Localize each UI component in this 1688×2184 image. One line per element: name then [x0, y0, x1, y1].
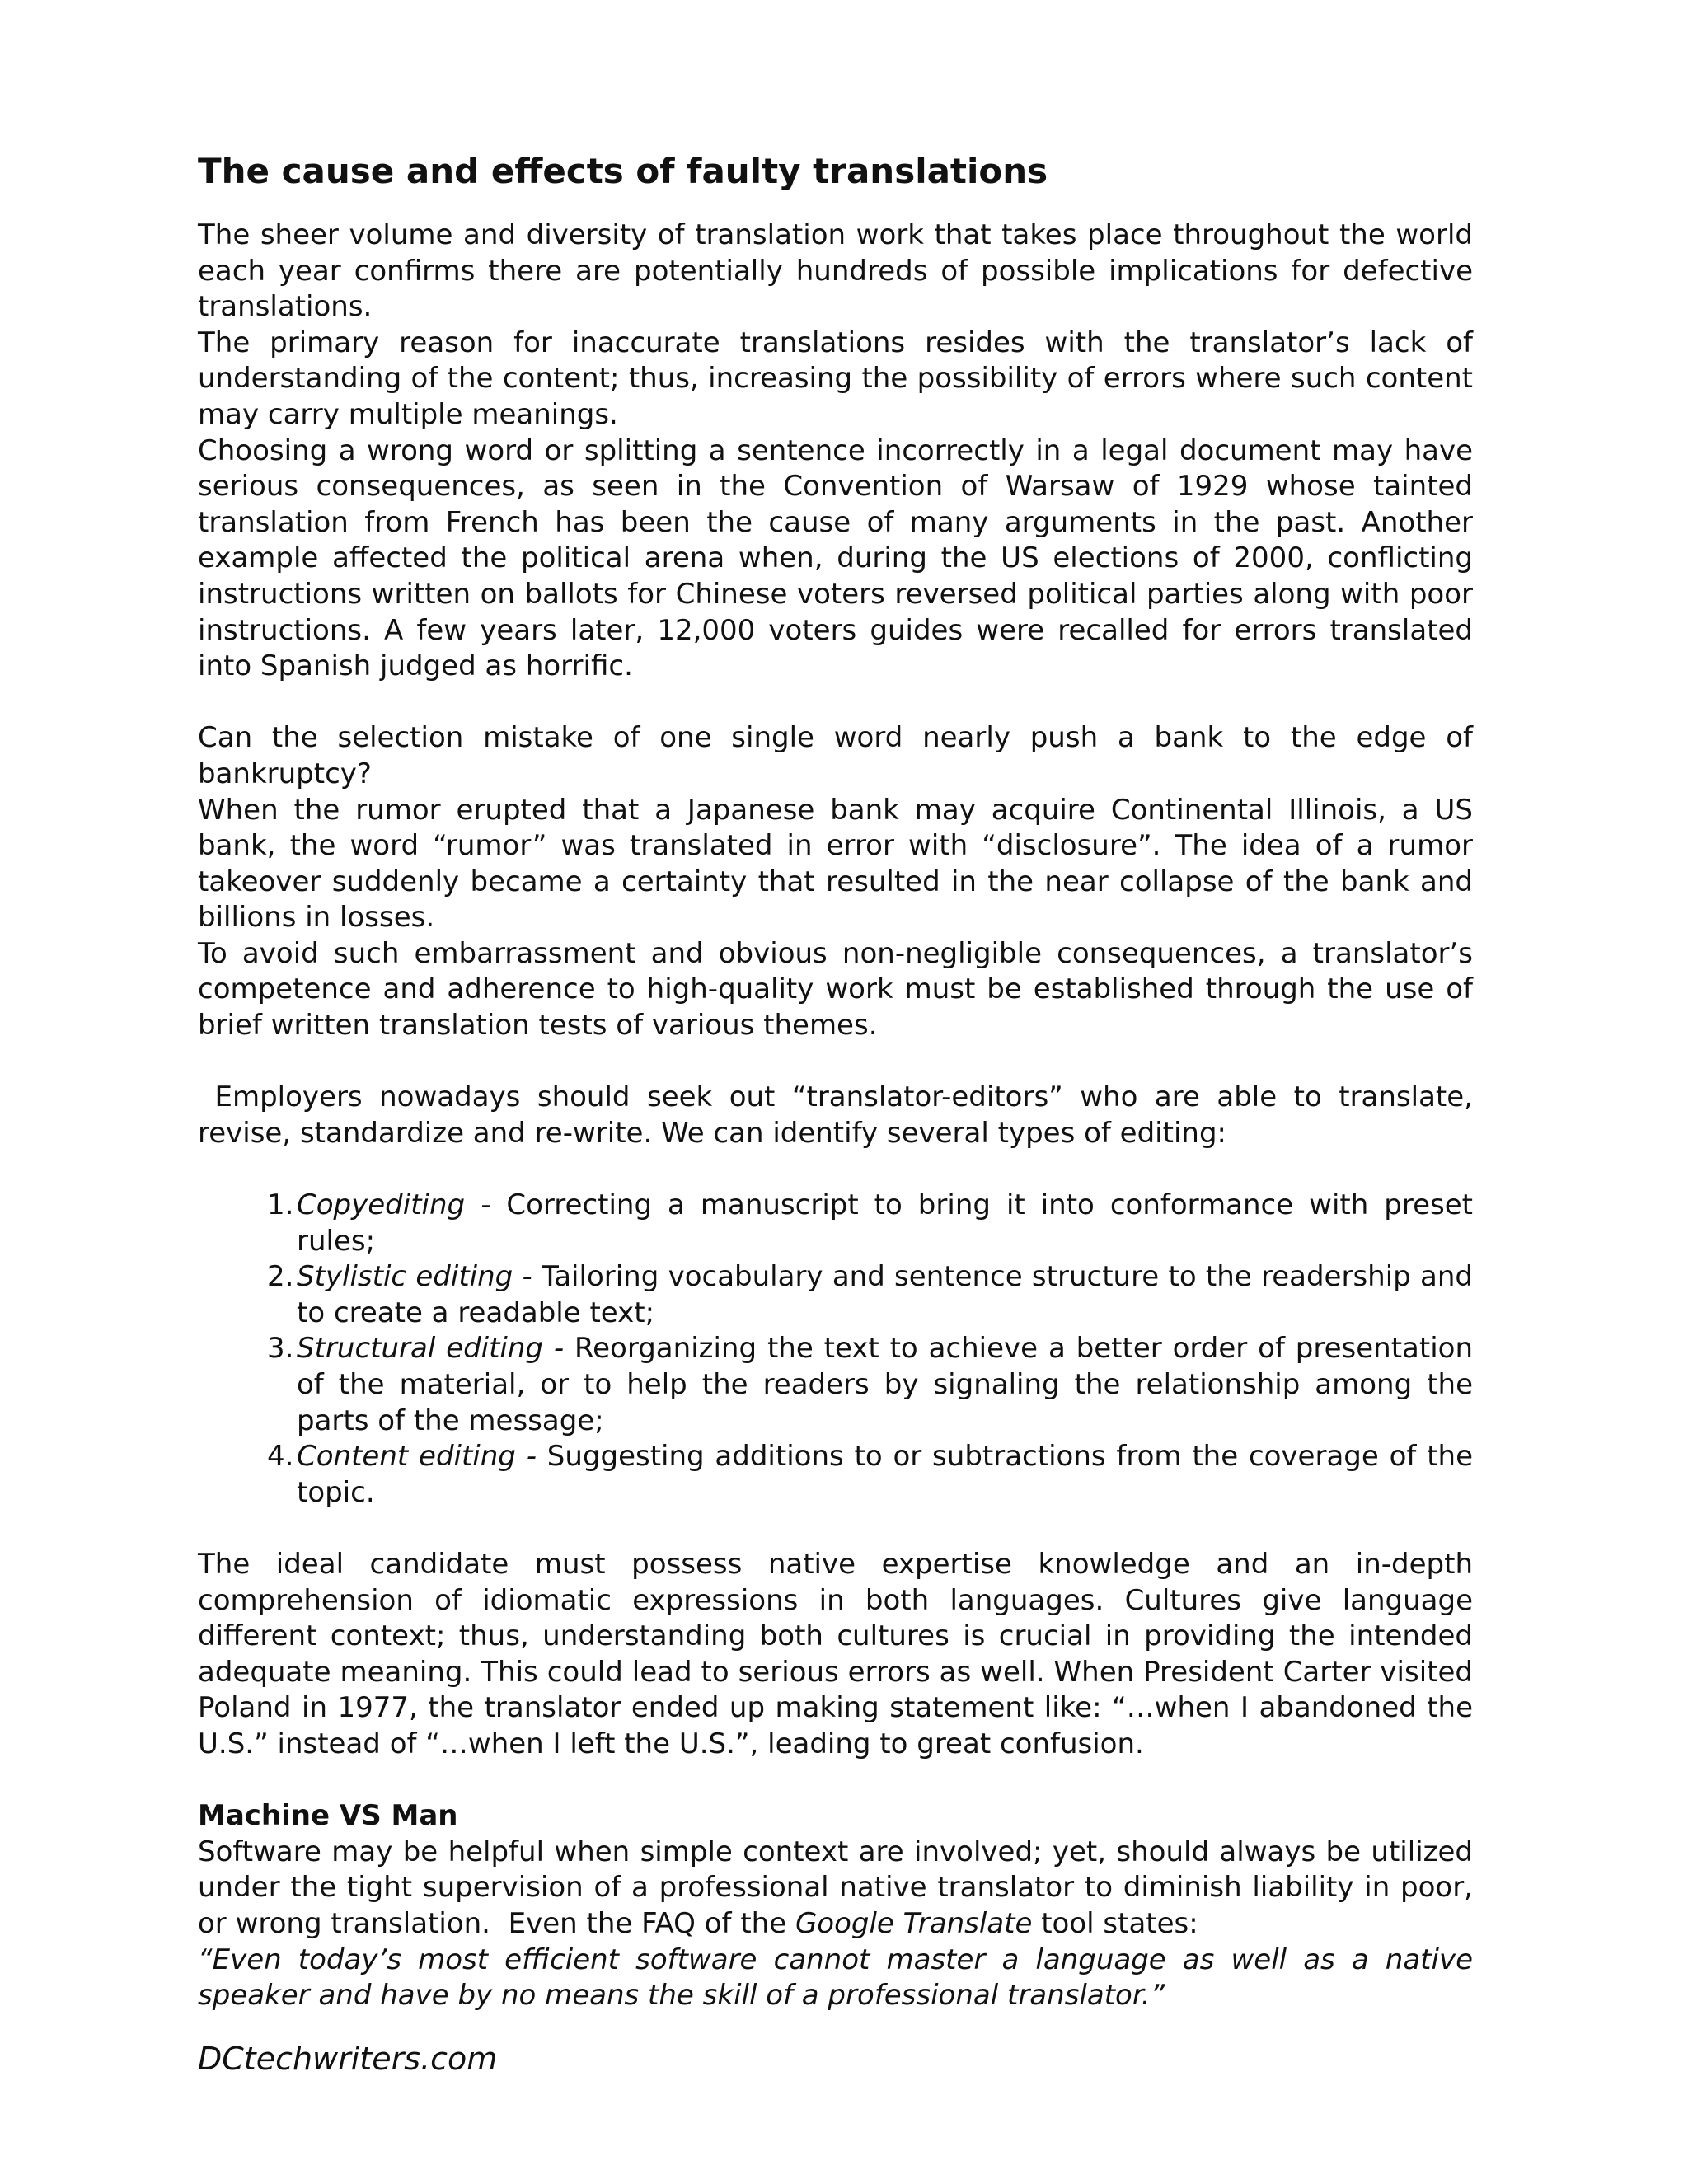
document-title: The cause and effects of faulty translations: [198, 151, 1048, 191]
list-item: [198, 1439, 1473, 1511]
spacer: [198, 1151, 1473, 1188]
signature-website: DCtechwriters.com: [198, 2040, 498, 2077]
document-page: [198, 148, 1482, 2080]
software-text-before: Software may be helpful when simple context are involved; yet, should always be utilized under the tight supervision of a professional native translator to diminish liability in poor, or wrong translation. Even the FAQ of the: [198, 1835, 1482, 1940]
paragraph-software: [198, 1835, 1482, 1943]
software-text-after: tool states:: [1032, 1906, 1198, 1940]
list-item-term: Content editing -: [297, 1440, 537, 1474]
list-item-description: Tailoring vocabulary and sentence structure to the readership and to create a readable text;: [297, 1260, 1473, 1329]
spacer: [198, 685, 1473, 721]
paragraph-legal-examples: Choosing a wrong word or splitting a sentence incorrectly in a legal document may have serious consequences, as seen in the Convention of Warsaw of 1929 whose tainted translation from French has been the cause of many arguments in the past. Another example affected the political arena when, during the US elections of 2000, conflicting instructions written on ballots for Chinese voters reversed political parties along with poor instructions. A few years later, 12,000 voters guides were recalled for errors translated into Spanish judged as horrific.: [198, 434, 1473, 683]
paragraph-avoid-embarrassment: To avoid such embarrassment and obvious non-negligible consequences, a translator’s competence and adherence to high-quality work must be established through the use of brief written translation tests of various themes.: [198, 936, 1473, 1043]
paragraph-primary-reason: The primary reason for inaccurate translations resides with the translator’s lack of understanding of the content; thus, increasing the possibility of errors where such content may carry multiple meanings.: [198, 326, 1473, 431]
list-item: [198, 1188, 1473, 1259]
list-item-term: Copyediting -: [297, 1188, 491, 1222]
paragraph-bank-question: Can the selection mistake of one single word nearly push a bank to the edge of bankruptcy?: [198, 721, 1473, 790]
spacer: [198, 1044, 1473, 1080]
list-item: [198, 1331, 1473, 1439]
spacer: [198, 1763, 1473, 1799]
list-item-description: Correcting a manuscript to bring it into conformance with preset rules;: [297, 1188, 1473, 1258]
list-item-number: 3.: [267, 1332, 294, 1366]
google-translate-name: Google Translate: [795, 1906, 1033, 1940]
paragraph-intro: The sheer volume and diversity of translation work that takes place throughout the world each year confirms there are potentially hundreds of possible implications for defective translations.: [198, 218, 1473, 324]
list-item-number: 4.: [267, 1440, 294, 1474]
list-item-description: Suggesting additions to or subtractions from the coverage of the topic.: [297, 1440, 1473, 1509]
list-item-term: Structural editing -: [297, 1332, 565, 1366]
list-item-number: 1.: [267, 1188, 294, 1222]
list-item-description: Reorganizing the text to achieve a better order of presentation of the material, or to help the readers by signaling the relationship among the parts of the message;: [297, 1332, 1474, 1437]
paragraph-bank-rumor: When the rumor erupted that a Japanese bank may acquire Continental Illinois, a US bank, the word “rumor” was translated in error with “disclosure”. The idea of a rumor takeover suddenly became a certainty that resulted in the near collapse of the bank and billions in losses.: [198, 793, 1473, 935]
list-item-term: Stylistic editing -: [297, 1260, 532, 1294]
paragraph-employers: Employers nowadays should seek out “translator-editors” who are able to translate, revise, standardize and re-write. We can identify several types of editing:: [198, 1080, 1482, 1150]
list-item: [198, 1259, 1473, 1331]
paragraph-ideal-candidate: The ideal candidate must possess native expertise knowledge and an in-depth comprehension of idiomatic expressions in both languages. Cultures give language different context; thus, understanding both cultures is crucial in providing the intended adequate meaning. This could lead to serious errors as well. When President Carter visited Poland in 1977, the translator ended up making statement like: “…when I abandoned the U.S.” instead of “…when I left the U.S.”, leading to great confusion.: [198, 1547, 1473, 1760]
editing-types-list: [198, 1188, 1473, 1511]
spacer: [198, 1511, 1473, 1547]
quote-text: “Even today’s most efficient software cannot master a language as well as a native speaker and have by no means the skill of a professional translator.”: [198, 1943, 1473, 2013]
list-item-number: 2.: [267, 1260, 294, 1294]
section-heading-machine-vs-man: Machine VS Man: [198, 1799, 458, 1833]
